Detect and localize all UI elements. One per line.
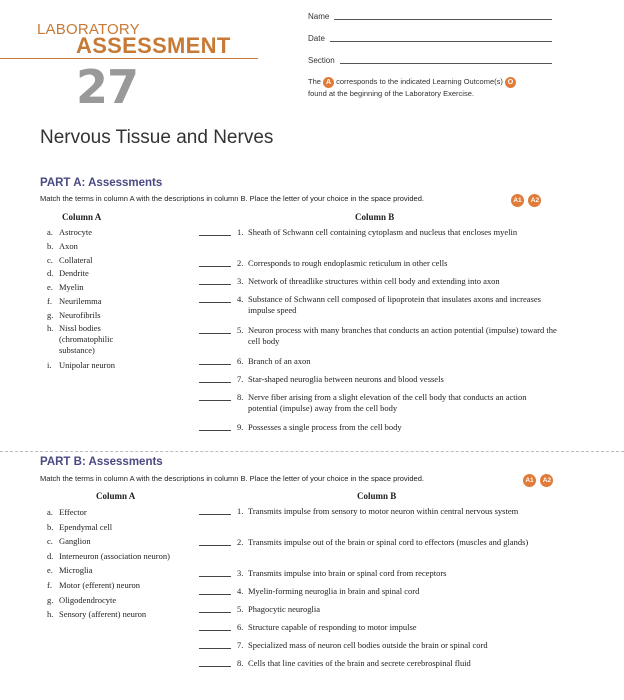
part-a-item-8: 8. Nerve fiber arising from a slight elevation of the cell body that conducts an action potential (impulse) away from the cell body [199,392,558,414]
part-a-badge-1: A1 [511,194,524,207]
section-line[interactable] [340,63,552,64]
answer-blank[interactable] [199,622,231,631]
part-a-item-1: 1. Sheath of Schwann cell containing cytoplasm and nucleus that encloses myelin [199,227,558,238]
part-b-item-3: 3. Transmits impulse into brain or spinal cord from receptors [199,568,558,579]
part-a-item-2: 2. Corresponds to rough endoplasmic reticulum in other cells [199,258,558,269]
page-title: Nervous Tissue and Nerves [40,127,274,148]
part-b-badge-2: A2 [540,474,553,487]
answer-blank[interactable] [199,604,231,613]
part-b-item-1: 1. Transmits impulse from sensory to motor neuron within central nervous system [199,506,558,517]
answer-blank[interactable] [199,640,231,649]
list-item: h. Nissl bodies [47,322,101,333]
outcome-note-pre: The [308,77,321,86]
outcome-note-mid: corresponds to the indicated Learning Outcome(s) [336,77,503,86]
list-item: e. Microglia [47,565,93,576]
part-a-item-9: 9. Possesses a single process from the cell body [199,422,558,433]
list-item: (chromatophilic [59,333,114,344]
list-item: d. Dendrite [47,268,89,279]
part-b-item-6: 6. Structure capable of responding to motor impulse [199,622,558,633]
answer-blank[interactable] [199,586,231,595]
assessment-label: ASSESSMENT [76,33,231,58]
section-divider [0,451,624,453]
part-a-item-7: 7. Star-shaped neuroglia between neurons and blood vessels [199,374,558,385]
answer-blank[interactable] [199,258,231,267]
list-item: g. Oligodendrocyte [47,594,117,605]
list-item: c. Collateral [47,254,93,265]
list-item: d. Interneuron (association neuron) [47,550,170,561]
part-a-badges [511,192,541,210]
part-b-item-7: 7. Specialized mass of neuron cell bodies outside the brain or spinal cord [199,640,558,651]
part-b-item-8: 8. Cells that line cavities of the brain and secrete cerebrospinal fluid [199,658,558,669]
part-b-item-5: 5. Phagocytic neuroglia [199,604,558,615]
part-b-col-b-header: Column B [357,491,397,501]
date-line[interactable] [330,41,552,42]
answer-blank[interactable] [199,422,231,431]
name-label: Name [308,12,330,21]
part-b-item-4: 4. Myelin-forming neuroglia in brain and spinal cord [199,586,558,597]
outcome-badge-o: O [505,77,516,88]
outcome-badge-a: A [323,77,334,88]
part-a-item-4: 4. Substance of Schwann cell composed of lipoprotein that insulates axons and increases impulse speed [199,294,558,316]
list-item: substance) [59,344,95,355]
list-item: h. Sensory (afferent) neuron [47,609,147,620]
list-item: a. Astrocyte [47,227,93,237]
part-a-item-6: 6. Branch of an axon [199,356,558,367]
answer-blank[interactable] [199,506,231,515]
part-b-column-a [47,505,170,622]
answer-blank[interactable] [199,294,231,303]
list-item: b. Ependymal cell [47,521,113,532]
outcome-note [308,76,558,99]
part-a-col-b-header: Column B [355,212,395,222]
part-b-heading: PART B: Assessments [40,456,163,468]
list-item: e. Myelin [47,282,84,293]
part-a-badge-2: A2 [528,194,541,207]
laboratory-label: LABORATORY [37,21,140,38]
part-b-instructions: Match the terms in column A with the descriptions in column B. Place the letter of your choice in the space provided. [40,474,424,483]
answer-blank[interactable] [199,227,231,236]
part-b-badges [523,472,553,490]
part-a-item-5: 5. Neuron process with many branches that conducts an action potential (impulse) toward the cell body [199,325,558,347]
list-item: f. Motor (efferent) neuron [47,579,141,590]
answer-blank[interactable] [199,568,231,577]
section-label: Section [308,56,335,65]
answer-blank[interactable] [199,392,231,401]
list-item: i. Unipolar neuron [47,359,115,370]
outcome-note-post: found at the beginning of the Laboratory Exercise. [308,88,474,98]
answer-blank[interactable] [199,374,231,383]
name-line[interactable] [334,19,552,20]
part-b-col-a-header: Column A [96,491,136,501]
part-a-col-a-header: Column A [62,212,102,222]
part-b-item-2: 2. Transmits impulse out of the brain or spinal cord to effectors (muscles and glands) [199,537,558,548]
date-label: Date [308,34,325,43]
part-b-badge-1: A1 [523,474,536,487]
answer-blank[interactable] [199,356,231,365]
header-rule [0,58,258,59]
part-a-item-3: 3. Network of threadlike structures within cell body and extending into axon [199,276,558,287]
part-a-instructions: Match the terms in column A with the descriptions in column B. Place the letter of your choice in the space provided. [40,194,424,203]
part-a-column-a [47,226,115,372]
list-item: c. Ganglion [47,536,91,547]
answer-blank[interactable] [199,537,231,546]
answer-blank[interactable] [199,276,231,285]
list-item: a. Effector [47,507,87,517]
part-a-heading: PART A: Assessments [40,177,163,189]
answer-blank[interactable] [199,325,231,334]
list-item: b. Axon [47,240,78,251]
assessment-number: 27 [76,60,139,114]
list-item: f. Neurilemma [47,295,102,306]
list-item: g. Neurofibrils [47,309,101,320]
answer-blank[interactable] [199,658,231,667]
